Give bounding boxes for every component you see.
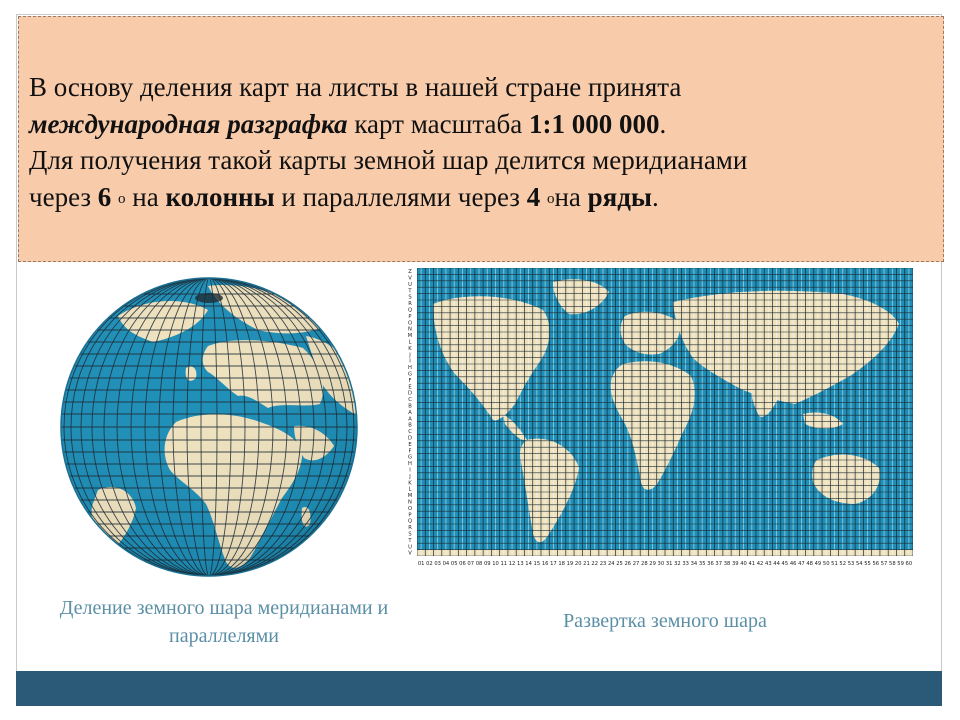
map-column-label: 38 xyxy=(723,561,731,567)
map-column-label: 19 xyxy=(566,561,574,567)
map-column-label: 47 xyxy=(798,561,805,567)
text-line-4-end: . xyxy=(652,181,659,212)
map-row-label: F xyxy=(408,377,412,384)
map-column-label: 59 xyxy=(897,561,904,567)
map-row-label: S xyxy=(408,294,412,301)
map-row-label: C xyxy=(408,429,412,436)
parallel-step: 4 xyxy=(526,181,541,212)
map-column-label: 34 xyxy=(690,561,698,567)
map-row-label: M xyxy=(407,493,413,500)
map-column-label: 40 xyxy=(740,561,747,567)
map-column-label: 07 xyxy=(467,561,475,567)
map-column-label: 22 xyxy=(591,561,599,567)
world-map-svg xyxy=(403,264,917,572)
map-column-label: 12 xyxy=(508,561,516,567)
map-column-label: 24 xyxy=(607,561,615,567)
map-row-label: H xyxy=(408,365,412,372)
text-line-2-end: . xyxy=(659,108,667,139)
text-box xyxy=(18,16,944,262)
map-column-label: 48 xyxy=(806,561,813,567)
map-column-label: 31 xyxy=(665,561,673,567)
map-row-label: R xyxy=(408,525,412,532)
map-row-label: I xyxy=(409,467,411,474)
map-row-label: U xyxy=(408,544,412,551)
map-row-label: K xyxy=(408,345,412,352)
map-column-label: 30 xyxy=(657,561,665,567)
map-column-label: 25 xyxy=(616,561,623,567)
map-column-label: 33 xyxy=(682,561,689,567)
map-column-label: 17 xyxy=(550,561,557,567)
text-line-4-d: на xyxy=(554,181,588,212)
map-column-label: 09 xyxy=(483,561,491,567)
map-row-label: A xyxy=(408,409,412,416)
globe-caption: Деление земного шара меридианами и параллелями xyxy=(59,597,389,647)
globe-svg xyxy=(58,276,360,578)
map-column-label: 46 xyxy=(789,561,797,567)
map-row-label: Z xyxy=(408,269,412,276)
map-column-label: 39 xyxy=(731,561,739,567)
map-column-label: 43 xyxy=(765,561,772,567)
map-column-label: 54 xyxy=(855,561,863,567)
map-row-label: I xyxy=(409,358,411,365)
map-column-label: 18 xyxy=(558,561,565,567)
map-column-label: 20 xyxy=(574,561,582,567)
map-row-label: V xyxy=(408,550,412,557)
map-row-label: G xyxy=(407,454,413,461)
map-column-label: 13 xyxy=(517,561,524,567)
map-row-label: P xyxy=(408,313,412,320)
map-column-label: 51 xyxy=(831,561,838,567)
map-column-label: 45 xyxy=(781,561,789,567)
map-column-label: 49 xyxy=(814,561,822,567)
map-column-label: 05 xyxy=(450,561,458,567)
meridian-step: 6 xyxy=(97,181,112,212)
columns-word: колонны xyxy=(165,181,275,212)
rows-word: ряды xyxy=(587,181,652,212)
map-row-label: N xyxy=(408,499,412,506)
map-row-label: L xyxy=(408,339,412,346)
map-column-label: 60 xyxy=(905,561,913,567)
map-row-label: D xyxy=(408,435,412,442)
world-map-development xyxy=(403,264,917,572)
map-column-label: 27 xyxy=(632,561,640,567)
map-column-label: 41 xyxy=(748,561,756,567)
map-row-label: K xyxy=(408,480,412,487)
globe-image xyxy=(58,276,360,578)
map-column-label: 44 xyxy=(773,561,780,567)
map-column-label: 35 xyxy=(698,561,706,567)
map-column-label: 57 xyxy=(880,561,888,567)
map-column-label: 56 xyxy=(872,561,880,567)
map-row-label: G xyxy=(407,371,413,378)
degree-mark-1: о xyxy=(118,190,126,207)
map-row-label: R xyxy=(408,301,412,308)
text-line-4-a: через xyxy=(29,181,98,212)
map-column-label: 36 xyxy=(707,561,714,567)
map-column-label: 15 xyxy=(533,561,541,567)
map-caption: Развертка земного шара xyxy=(563,610,767,632)
map-column-label: 14 xyxy=(525,561,532,567)
map-column-label: 29 xyxy=(649,561,656,567)
text-line-1: В основу деления карт на листы в нашей стране принята xyxy=(29,72,682,102)
map-row-label: T xyxy=(408,288,412,295)
map-row-label: B xyxy=(408,422,412,429)
map-column-label: 32 xyxy=(674,561,681,567)
map-row-label: T xyxy=(408,537,412,544)
map-row-label: S xyxy=(408,531,412,538)
map-row-label: F xyxy=(408,448,412,455)
term-international-grid: международная разграфка xyxy=(29,108,348,139)
scale-value: 1:1 000 000 xyxy=(528,108,660,139)
map-row-label: C xyxy=(408,397,412,404)
description-paragraph xyxy=(29,69,929,215)
map-row-label: J xyxy=(409,473,411,480)
text-line-2-mid: карт масштаба xyxy=(347,108,529,139)
map-column-label: 58 xyxy=(889,561,896,567)
map-column-label: 16 xyxy=(541,561,549,567)
map-row-label: O xyxy=(407,505,413,512)
map-row-label: J xyxy=(409,352,411,359)
map-column-label: 23 xyxy=(599,561,607,567)
map-row-label: M xyxy=(407,333,413,340)
map-row-label: O xyxy=(407,320,413,327)
map-column-label: 08 xyxy=(475,561,483,567)
map-column-label: 03 xyxy=(434,561,441,567)
map-row-label: D xyxy=(408,390,412,397)
text-line-4-b: на xyxy=(125,181,166,212)
map-column-label: 55 xyxy=(864,561,871,567)
map-column-label: 28 xyxy=(641,561,648,567)
map-row-label: N xyxy=(408,326,412,333)
map-column-label: 26 xyxy=(624,561,632,567)
map-row-label: Q xyxy=(407,518,413,525)
map-column-label: 02 xyxy=(426,561,433,567)
map-row-label: H xyxy=(408,461,412,468)
map-row-label: A xyxy=(408,416,412,423)
text-line-4-c: и параллелями через xyxy=(274,181,527,212)
footer-bar xyxy=(16,671,942,706)
map-column-label: 37 xyxy=(715,561,723,567)
map-row-label: B xyxy=(408,403,412,410)
degree-mark-2: о xyxy=(546,190,555,207)
text-line-3: Для получения такой карты земной шар делится меридианами xyxy=(29,145,748,175)
map-row-label: L xyxy=(408,486,412,493)
map-row-label: E xyxy=(408,384,412,391)
map-column-label: 52 xyxy=(839,561,847,567)
map-column-label: 21 xyxy=(583,561,590,567)
map-row-label: U xyxy=(408,281,412,288)
map-column-label: 01 xyxy=(417,561,425,567)
map-column-label: 10 xyxy=(492,561,499,567)
map-column-label: 11 xyxy=(500,561,508,567)
map-column-label: 50 xyxy=(822,561,830,567)
map-column-label: 42 xyxy=(756,561,764,567)
map-row-label: V xyxy=(408,275,412,282)
map-column-label: 06 xyxy=(459,561,466,567)
map-column-label: 53 xyxy=(847,561,855,567)
map-row-label: Q xyxy=(407,307,413,314)
map-row-label: E xyxy=(408,441,412,448)
map-row-label: P xyxy=(408,512,412,519)
map-column-label: 04 xyxy=(442,561,450,567)
